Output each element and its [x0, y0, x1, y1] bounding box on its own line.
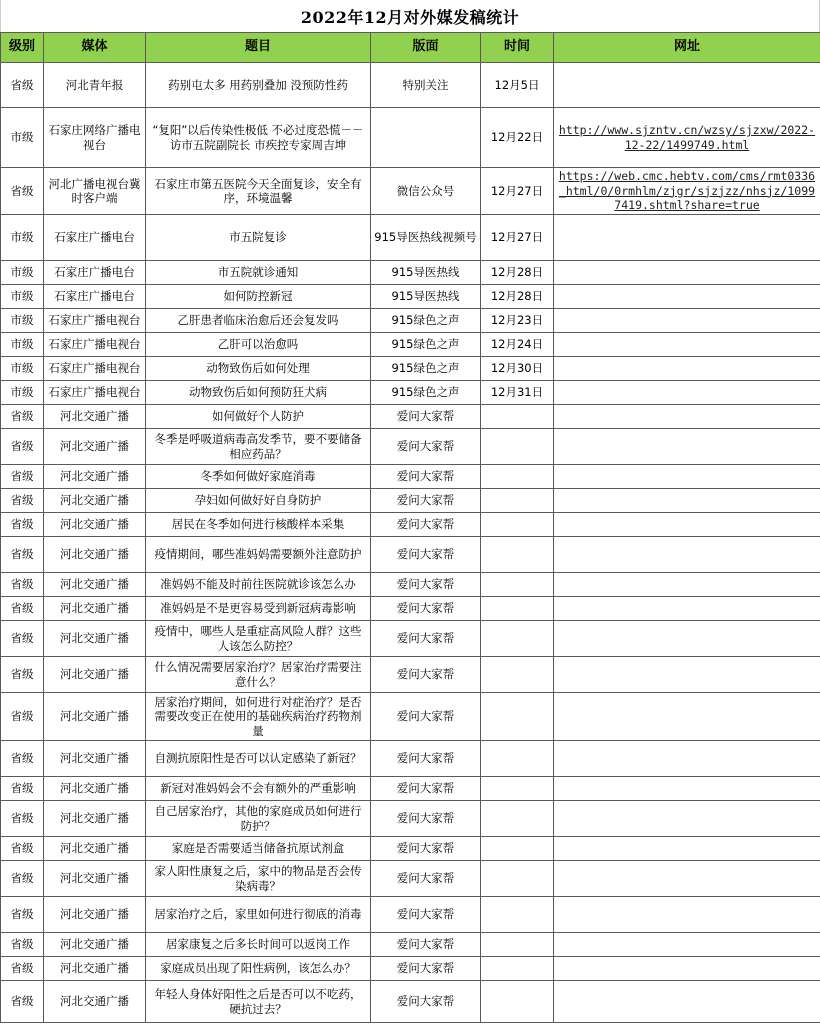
cell-media: 河北交通广播 [44, 741, 146, 777]
cell-title: 孕妇如何做好好自身防护 [146, 489, 371, 513]
cell-section: 爱问大家帮 [371, 861, 481, 897]
cell-date [481, 657, 554, 693]
table-row [1, 537, 820, 573]
cell-date [481, 597, 554, 621]
cell-date [481, 405, 554, 429]
cell-date: 12月5日 [481, 63, 554, 108]
cell-title: 如何防控新冠 [146, 285, 371, 309]
cell-url [554, 537, 820, 573]
column-header-url: 网址 [554, 33, 820, 63]
cell-section: 爱问大家帮 [371, 465, 481, 489]
cell-url [554, 837, 820, 861]
cell-date [481, 981, 554, 1023]
cell-date [481, 693, 554, 741]
cell-url [554, 63, 820, 108]
cell-level: 省级 [1, 897, 44, 933]
table-row [1, 429, 820, 465]
cell-url [554, 861, 820, 897]
cell-section: 特别关注 [371, 63, 481, 108]
cell-title: 家人阳性康复之后，家中的物品是否会传染病毒？ [146, 861, 371, 897]
media-publication-table [0, 32, 820, 1023]
cell-section: 915导医热线视频号 [371, 215, 481, 261]
cell-date: 12月22日 [481, 108, 554, 168]
table-row [1, 861, 820, 897]
column-header-date: 时间 [481, 33, 554, 63]
cell-url [554, 215, 820, 261]
cell-level: 省级 [1, 933, 44, 957]
cell-url [554, 513, 820, 537]
cell-level: 省级 [1, 861, 44, 897]
cell-media: 石家庄网络广播电视台 [44, 108, 146, 168]
cell-level: 省级 [1, 513, 44, 537]
cell-section: 爱问大家帮 [371, 429, 481, 465]
cell-level: 省级 [1, 537, 44, 573]
cell-media: 河北交通广播 [44, 801, 146, 837]
cell-level: 省级 [1, 168, 44, 215]
table-row [1, 215, 820, 261]
table-row [1, 381, 820, 405]
cell-url [554, 261, 820, 285]
table-row [1, 465, 820, 489]
cell-url [554, 957, 820, 981]
table-row [1, 513, 820, 537]
table-row [1, 933, 820, 957]
cell-media: 河北交通广播 [44, 933, 146, 957]
table-row [1, 108, 820, 168]
cell-media: 河北交通广播 [44, 597, 146, 621]
table-row [1, 621, 820, 657]
cell-level: 市级 [1, 285, 44, 309]
cell-title: 自己居家治疗，其他的家庭成员如何进行防护？ [146, 801, 371, 837]
sheet-title-bar [0, 0, 820, 32]
cell-date: 12月27日 [481, 215, 554, 261]
cell-date [481, 537, 554, 573]
cell-level: 省级 [1, 777, 44, 801]
cell-url [554, 489, 820, 513]
cell-url [554, 333, 820, 357]
cell-section: 915导医热线 [371, 285, 481, 309]
cell-date: 12月27日 [481, 168, 554, 215]
table-row [1, 405, 820, 429]
cell-level: 省级 [1, 981, 44, 1023]
cell-url-link[interactable] [554, 168, 820, 215]
cell-date: 12月31日 [481, 381, 554, 405]
cell-date [481, 801, 554, 837]
cell-media: 石家庄广播电视台 [44, 381, 146, 405]
cell-url [554, 357, 820, 381]
cell-section: 爱问大家帮 [371, 897, 481, 933]
cell-media: 河北交通广播 [44, 957, 146, 981]
cell-media: 河北交通广播 [44, 537, 146, 573]
cell-date [481, 861, 554, 897]
cell-date: 12月23日 [481, 309, 554, 333]
table-header-row [1, 33, 820, 63]
cell-level: 市级 [1, 261, 44, 285]
cell-section: 微信公众号 [371, 168, 481, 215]
cell-level: 省级 [1, 801, 44, 837]
table-row [1, 981, 820, 1023]
cell-title: 疫情中，哪些人是重症高风险人群？这些人该怎么防控？ [146, 621, 371, 657]
cell-section: 爱问大家帮 [371, 657, 481, 693]
cell-section: 爱问大家帮 [371, 573, 481, 597]
cell-date [481, 621, 554, 657]
cell-section: 915绿色之声 [371, 357, 481, 381]
cell-section: 爱问大家帮 [371, 513, 481, 537]
cell-date [481, 837, 554, 861]
cell-section: 爱问大家帮 [371, 621, 481, 657]
table-row [1, 801, 820, 837]
cell-title: 乙肝可以治愈吗 [146, 333, 371, 357]
cell-section: 915绿色之声 [371, 381, 481, 405]
cell-title: 石家庄市第五医院今天全面复诊，安全有序，环境温馨 [146, 168, 371, 215]
cell-media: 石家庄广播电视台 [44, 333, 146, 357]
cell-title: “复阳”以后传染性极低 不必过度恐慌－－访市五院副院长 市疾控专家周吉坤 [146, 108, 371, 168]
table-row [1, 957, 820, 981]
cell-media: 河北交通广播 [44, 621, 146, 657]
table-row [1, 657, 820, 693]
cell-section: 915绿色之声 [371, 333, 481, 357]
cell-title: 乙肝患者临床治愈后还会复发吗 [146, 309, 371, 333]
cell-level: 省级 [1, 837, 44, 861]
cell-date [481, 573, 554, 597]
cell-title: 新冠对准妈妈会不会有额外的严重影响 [146, 777, 371, 801]
cell-level: 省级 [1, 957, 44, 981]
table-row [1, 333, 820, 357]
cell-title: 自测抗原阳性是否可以认定感染了新冠？ [146, 741, 371, 777]
cell-level: 省级 [1, 465, 44, 489]
cell-url-link[interactable] [554, 108, 820, 168]
cell-section: 爱问大家帮 [371, 693, 481, 741]
cell-level: 省级 [1, 597, 44, 621]
cell-url [554, 657, 820, 693]
url-text[interactable]: http://www.sjzntv.cn/wzsy/sjzxw/2022-12-22/1499749.html [558, 123, 816, 152]
cell-url [554, 309, 820, 333]
cell-url [554, 933, 820, 957]
table-row [1, 357, 820, 381]
cell-url [554, 777, 820, 801]
cell-level: 市级 [1, 333, 44, 357]
cell-date [481, 897, 554, 933]
table-row [1, 261, 820, 285]
cell-section: 爱问大家帮 [371, 405, 481, 429]
cell-section: 爱问大家帮 [371, 537, 481, 573]
table-row [1, 897, 820, 933]
cell-url [554, 741, 820, 777]
table-row [1, 309, 820, 333]
cell-media: 河北交通广播 [44, 513, 146, 537]
cell-title: 家庭是否需要适当储备抗原试剂盒 [146, 837, 371, 861]
cell-section: 爱问大家帮 [371, 981, 481, 1023]
cell-url [554, 405, 820, 429]
cell-url [554, 597, 820, 621]
cell-url [554, 621, 820, 657]
cell-level: 省级 [1, 621, 44, 657]
cell-level: 省级 [1, 63, 44, 108]
cell-media: 石家庄广播电视台 [44, 309, 146, 333]
cell-date [481, 957, 554, 981]
column-header-level: 级别 [1, 33, 44, 63]
cell-level: 市级 [1, 381, 44, 405]
cell-media: 石家庄广播电台 [44, 215, 146, 261]
table-row [1, 489, 820, 513]
cell-title: 居家治疗之后，家里如何进行彻底的消毒 [146, 897, 371, 933]
cell-level: 省级 [1, 657, 44, 693]
cell-title: 准妈妈是不是更容易受到新冠病毒影响 [146, 597, 371, 621]
cell-date [481, 465, 554, 489]
cell-section [371, 108, 481, 168]
cell-title: 冬季是呼吸道病毒高发季节，要不要储备相应药品？ [146, 429, 371, 465]
cell-title: 动物致伤后如何预防狂犬病 [146, 381, 371, 405]
cell-media: 河北交通广播 [44, 777, 146, 801]
cell-level: 省级 [1, 741, 44, 777]
cell-media: 石家庄广播电视台 [44, 357, 146, 381]
cell-title: 冬季如何做好家庭消毒 [146, 465, 371, 489]
cell-title: 如何做好个人防护 [146, 405, 371, 429]
cell-level: 省级 [1, 573, 44, 597]
cell-media: 河北广播电视台冀时客户端 [44, 168, 146, 215]
table-row [1, 597, 820, 621]
cell-media: 河北交通广播 [44, 861, 146, 897]
cell-level: 省级 [1, 405, 44, 429]
cell-section: 915导医热线 [371, 261, 481, 285]
cell-level: 市级 [1, 309, 44, 333]
url-text[interactable]: https://web.cmc.hebtv.com/cms/rmt0336_html/0/0rmhlm/zjgr/sjzjzz/nhsjz/10997419.shtml?share=true [558, 169, 816, 213]
cell-level: 市级 [1, 215, 44, 261]
table-row [1, 837, 820, 861]
cell-title: 药别屯太多 用药别叠加 没预防性药 [146, 63, 371, 108]
cell-level: 省级 [1, 693, 44, 741]
column-header-section: 版面 [371, 33, 481, 63]
cell-date [481, 933, 554, 957]
cell-level: 市级 [1, 108, 44, 168]
cell-url [554, 981, 820, 1023]
cell-url [554, 693, 820, 741]
cell-section: 爱问大家帮 [371, 933, 481, 957]
cell-media: 河北交通广播 [44, 981, 146, 1023]
table-row [1, 693, 820, 741]
cell-date [481, 741, 554, 777]
cell-title: 居民在冬季如何进行核酸样本采集 [146, 513, 371, 537]
cell-date: 12月28日 [481, 261, 554, 285]
cell-section: 爱问大家帮 [371, 597, 481, 621]
cell-media: 河北交通广播 [44, 465, 146, 489]
cell-media: 河北交通广播 [44, 489, 146, 513]
table-row [1, 168, 820, 215]
cell-title: 市五院就诊通知 [146, 261, 371, 285]
cell-url [554, 897, 820, 933]
cell-level: 省级 [1, 489, 44, 513]
cell-url [554, 381, 820, 405]
cell-date [481, 513, 554, 537]
cell-title: 动物致伤后如何处理 [146, 357, 371, 381]
cell-media: 河北交通广播 [44, 657, 146, 693]
cell-date [481, 777, 554, 801]
page-title: 2022年12月对外媒发稿统计 [300, 7, 520, 27]
cell-section: 爱问大家帮 [371, 741, 481, 777]
cell-date [481, 429, 554, 465]
cell-section: 爱问大家帮 [371, 957, 481, 981]
cell-date: 12月30日 [481, 357, 554, 381]
cell-url [554, 285, 820, 309]
cell-title: 居家治疗期间，如何进行对症治疗？是否需要改变正在使用的基础疾病治疗药物剂量 [146, 693, 371, 741]
cell-title: 家庭成员出现了阳性病例，该怎么办？ [146, 957, 371, 981]
table-body [1, 63, 820, 1023]
cell-media: 河北交通广播 [44, 837, 146, 861]
cell-media: 河北交通广播 [44, 405, 146, 429]
cell-url [554, 573, 820, 597]
cell-section: 爱问大家帮 [371, 801, 481, 837]
cell-section: 爱问大家帮 [371, 777, 481, 801]
cell-date: 12月24日 [481, 333, 554, 357]
table-row [1, 777, 820, 801]
cell-url [554, 465, 820, 489]
cell-media: 河北交通广播 [44, 693, 146, 741]
cell-date: 12月28日 [481, 285, 554, 309]
column-header-media: 媒体 [44, 33, 146, 63]
cell-level: 省级 [1, 429, 44, 465]
cell-media: 河北交通广播 [44, 573, 146, 597]
cell-title: 年轻人身体好阳性之后是否可以不吃药，硬抗过去？ [146, 981, 371, 1023]
cell-section: 爱问大家帮 [371, 837, 481, 861]
cell-title: 市五院复诊 [146, 215, 371, 261]
table-row [1, 573, 820, 597]
cell-title: 疫情期间，哪些准妈妈需要额外注意防护 [146, 537, 371, 573]
cell-title: 什么情况需要居家治疗？居家治疗需要注意什么？ [146, 657, 371, 693]
cell-url [554, 429, 820, 465]
cell-title: 准妈妈不能及时前往医院就诊该怎么办 [146, 573, 371, 597]
cell-media: 石家庄广播电台 [44, 261, 146, 285]
cell-section: 915绿色之声 [371, 309, 481, 333]
table-row [1, 63, 820, 108]
cell-title: 居家康复之后多长时间可以返岗工作 [146, 933, 371, 957]
cell-level: 市级 [1, 357, 44, 381]
cell-media: 河北交通广播 [44, 429, 146, 465]
cell-url [554, 801, 820, 837]
table-row [1, 285, 820, 309]
cell-media: 河北青年报 [44, 63, 146, 108]
cell-date [481, 489, 554, 513]
cell-media: 石家庄广播电台 [44, 285, 146, 309]
column-header-title: 题目 [146, 33, 371, 63]
table-header [1, 33, 820, 63]
cell-media: 河北交通广播 [44, 897, 146, 933]
table-row [1, 741, 820, 777]
cell-section: 爱问大家帮 [371, 489, 481, 513]
